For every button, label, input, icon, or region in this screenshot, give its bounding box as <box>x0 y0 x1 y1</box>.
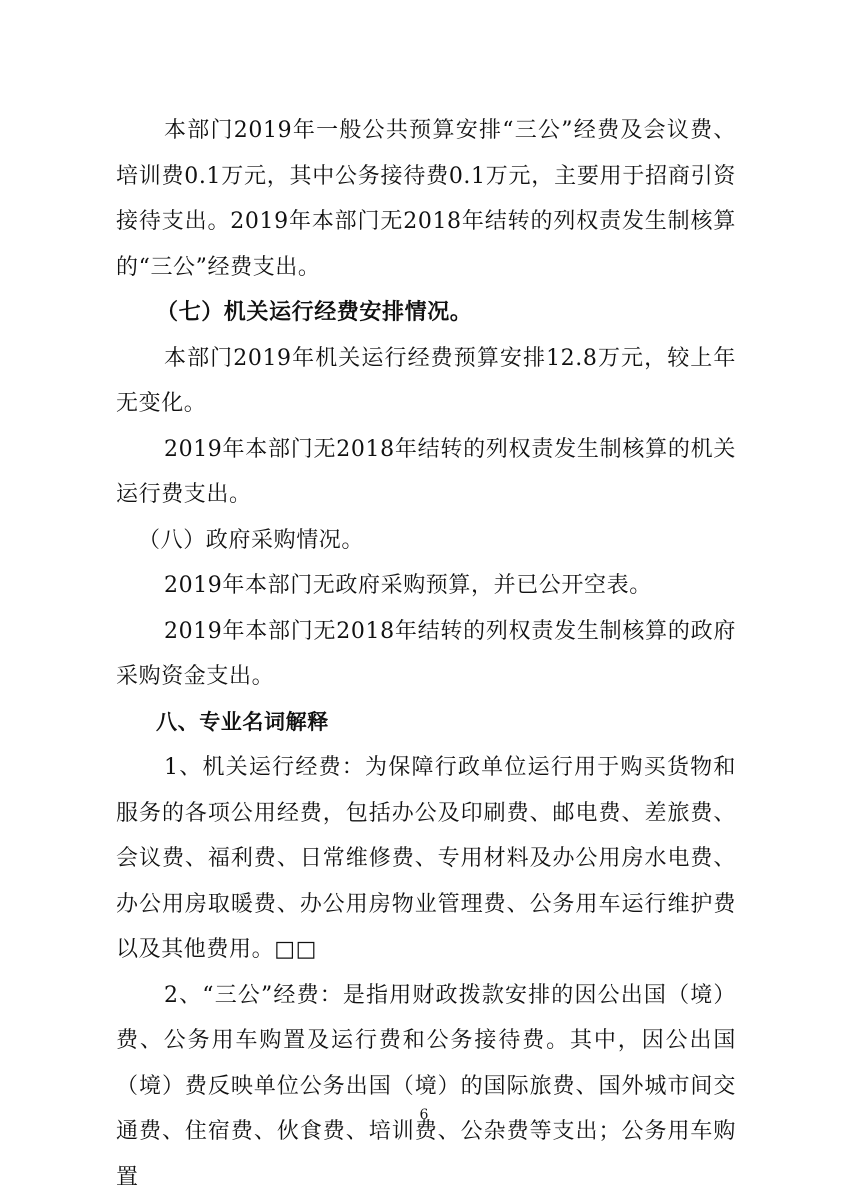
subheading-government-procurement: （八）政府采购情况。 <box>138 527 365 553</box>
section-heading-glossary: 八、专业名词解释 <box>156 709 329 734</box>
paragraph-procurement-budget: 2019年本部门无政府采购预算，并已公开空表。 <box>164 573 652 598</box>
paragraph-three-public-funds-budget: 本部门2019年一般公共预算安排“三公”经费及会议费、培训费0.1万元，其中公务接待费0.1万元，主要用于招商引资接待支出。2019年本部门无2018年结转的列权责发生制核算的“三公”经费支出。 <box>116 118 736 280</box>
subheading-agency-operating-funds: （七）机关运行经费安排情况。 <box>156 299 473 325</box>
document-body <box>116 108 736 1200</box>
paragraph-glossary-operating-funds: 1、机关运行经费：为保障行政单位运行用于购买货物和服务的各项公用经费，包括办公及印刷费、邮电费、差旅费、会议费、福利费、日常维修费、专用材料及办公用房水电费、办公用房取暖费、办公用房物业管理费、公务用车运行维护费以及其他费用。□□ <box>116 755 736 962</box>
paragraph-procurement-accrual: 2019年本部门无2018年结转的列权责发生制核算的政府采购资金支出。 <box>116 618 736 689</box>
paragraph-glossary-three-public-funds: 2、“三公”经费：是指用财政拨款安排的因公出国（境）费、公务用车购置及运行费和公务接待费。其中，因公出国（境）费反映单位公务出国（境）的国际旅费、国外城市间交通费、住宿费、伙食费、培训费、公杂费等支出；公务用车购置 <box>116 982 736 1190</box>
page-number: 6 <box>419 1107 429 1123</box>
paragraph-operating-funds-accrual: 2019年本部门无2018年结转的列权责发生制核算的机关运行费支出。 <box>116 436 736 507</box>
paragraph-operating-funds-budget: 本部门2019年机关运行经费预算安排12.8万元，较上年无变化。 <box>116 345 736 416</box>
